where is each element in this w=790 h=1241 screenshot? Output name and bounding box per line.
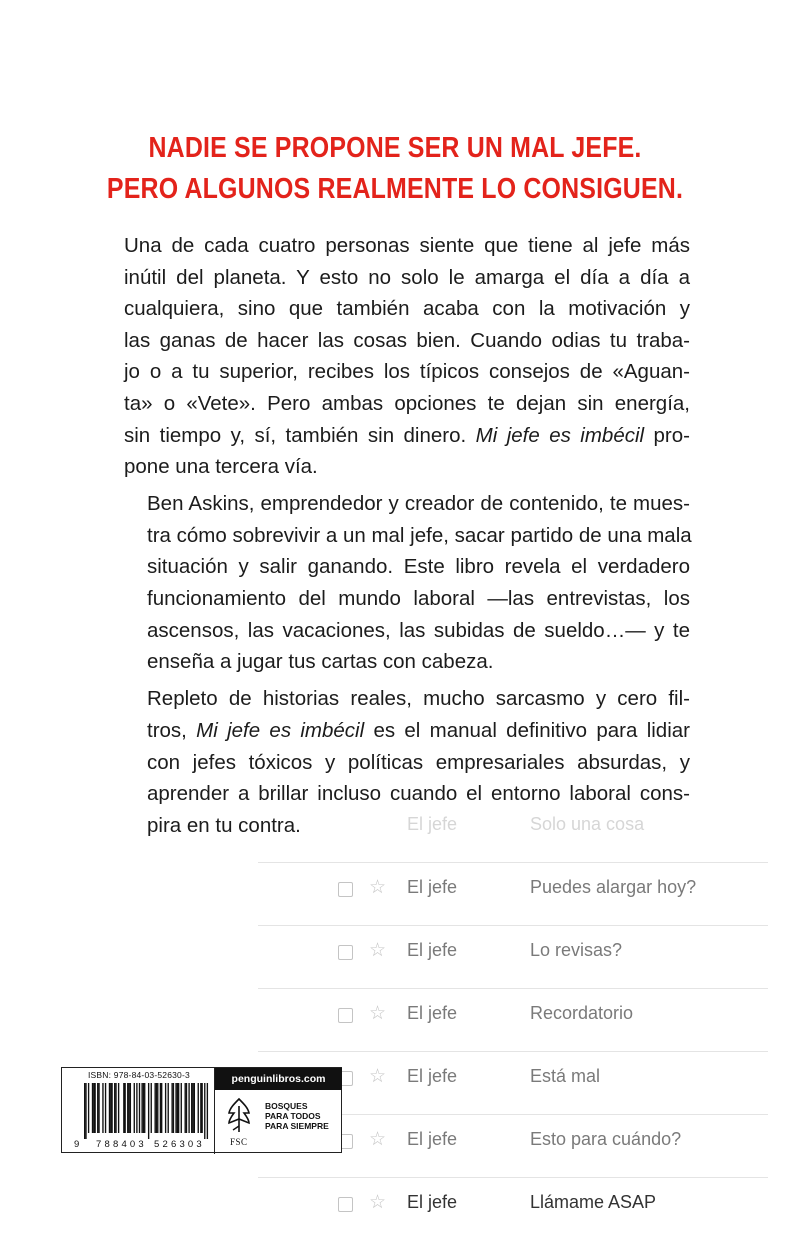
- email-subject: Lo revisas?: [530, 940, 623, 960]
- email-subject: Llámame ASAP: [530, 1192, 657, 1212]
- email-row: [258, 989, 768, 1052]
- checkbox-icon: [338, 882, 353, 897]
- text-line: tra cómo sobrevivir a un mal jefe, sacar partido de una mala: [147, 523, 692, 547]
- book-title-italic: Mi jefe es imbécil: [196, 718, 365, 742]
- email-row: [258, 800, 768, 863]
- email-row: [258, 1178, 768, 1241]
- barcode-panel: [61, 1067, 342, 1153]
- star-icon: ☆: [369, 876, 387, 898]
- email-subject: Esto para cuándo?: [530, 1129, 682, 1149]
- barcode-digit-group-left: 788403: [96, 1139, 147, 1150]
- star-icon: ☆: [369, 1191, 387, 1213]
- text-line: ascensos, las vacaciones, las subidas de sueldo…— y te: [147, 618, 690, 642]
- text-line: enseña a jugar tus cartas con cabeza.: [147, 650, 494, 674]
- email-sender: El jefe: [407, 940, 458, 960]
- text-line: ta» o «Vete». Pero ambas opciones te dejan sin energía,: [124, 391, 690, 415]
- fsc-claim-line: PARA TODOS: [265, 1111, 321, 1121]
- synopsis-paragraph-1: [124, 230, 690, 483]
- publisher-website: penguinlibros.com: [215, 1068, 342, 1090]
- fsc-label: FSC: [230, 1137, 248, 1147]
- text-line: situación y salir ganando. Este libro revela el verdadero: [147, 555, 690, 579]
- text-line: funcionamiento del mundo laboral —las entrevistas, los: [147, 587, 690, 611]
- fsc-claim-line: PARA SIEMPRE: [265, 1121, 329, 1131]
- email-sender: El jefe: [407, 1129, 458, 1149]
- checkbox-icon: [338, 1008, 353, 1023]
- barcode-digits: [68, 1139, 212, 1151]
- text-line: Ben Askins, emprendedor y creador de contenido, te mues-: [147, 492, 690, 516]
- fsc-claim: [265, 1101, 329, 1131]
- back-cover-headline: [55, 128, 734, 210]
- email-sender: El jefe: [407, 1003, 458, 1023]
- email-inbox-illustration: [258, 800, 768, 1241]
- star-icon: ☆: [369, 1002, 387, 1024]
- synopsis-paragraph-2: [124, 488, 690, 678]
- text-line: Una de cada cuatro personas siente que tiene al jefe más: [124, 234, 690, 257]
- email-sender: El jefe: [407, 1192, 458, 1212]
- email-subject: Puedes alargar hoy?: [530, 877, 697, 897]
- email-subject: Recordatorio: [530, 1003, 634, 1023]
- fsc-tree-icon: [225, 1096, 253, 1136]
- star-icon: ☆: [369, 1065, 387, 1087]
- headline-line-1: NADIE SE PROPONE SER UN MAL JEFE.: [148, 132, 642, 164]
- email-row: [258, 926, 768, 989]
- text-line: las ganas de hacer las cosas bien. Cuando odias tu traba-: [124, 328, 690, 352]
- fsc-claim-line: BOSQUES: [265, 1101, 308, 1111]
- synopsis-text: [124, 230, 690, 847]
- text-line: inútil del planeta. Y esto no solo le amarga el día a día a: [124, 265, 690, 289]
- checkbox-icon: [338, 1197, 353, 1212]
- text-line: jo o a tu superior, recibes los típicos consejos de «Aguan-: [124, 360, 690, 384]
- text-line: cualquiera, sino que también acaba con la motivación y: [124, 297, 690, 321]
- email-sender: El jefe: [407, 1066, 458, 1086]
- email-subject: Está mal: [530, 1066, 601, 1086]
- star-icon: ☆: [369, 939, 387, 961]
- book-title-italic: Mi jefe es imbécil: [475, 423, 645, 447]
- barcode-icon: [84, 1083, 208, 1139]
- email-row: [258, 863, 768, 926]
- headline-line-2: PERO ALGUNOS REALMENTE LO CONSIGUEN.: [106, 173, 684, 205]
- email-subject: Solo una cosa: [530, 814, 645, 834]
- email-sender: El jefe: [407, 814, 458, 834]
- text-line: tros, Mi jefe es imbécil es el manual definitivo para lidiar: [147, 718, 690, 742]
- isbn-label: ISBN: 978-84-03-52630-3: [88, 1070, 190, 1080]
- text-line: Repleto de historias reales, mucho sarcasmo y cero fil-: [147, 687, 690, 711]
- text-line: con jefes tóxicos y políticas empresariales absurdas, y: [147, 750, 690, 774]
- text-line: pone una tercera vía.: [124, 455, 318, 479]
- email-sender: El jefe: [407, 877, 458, 897]
- text-line: sin tiempo y, sí, también sin dinero. Mi jefe es imbécil pro-: [124, 423, 690, 447]
- checkbox-icon: [338, 945, 353, 960]
- text-line: pira en tu contra.: [147, 813, 301, 837]
- barcode-digit-group-right: 526303: [154, 1139, 205, 1150]
- text-line: aprender a brillar incluso cuando el entorno laboral cons-: [147, 782, 690, 806]
- barcode-digit-lead: 9: [74, 1139, 80, 1150]
- star-icon: ☆: [369, 1128, 387, 1150]
